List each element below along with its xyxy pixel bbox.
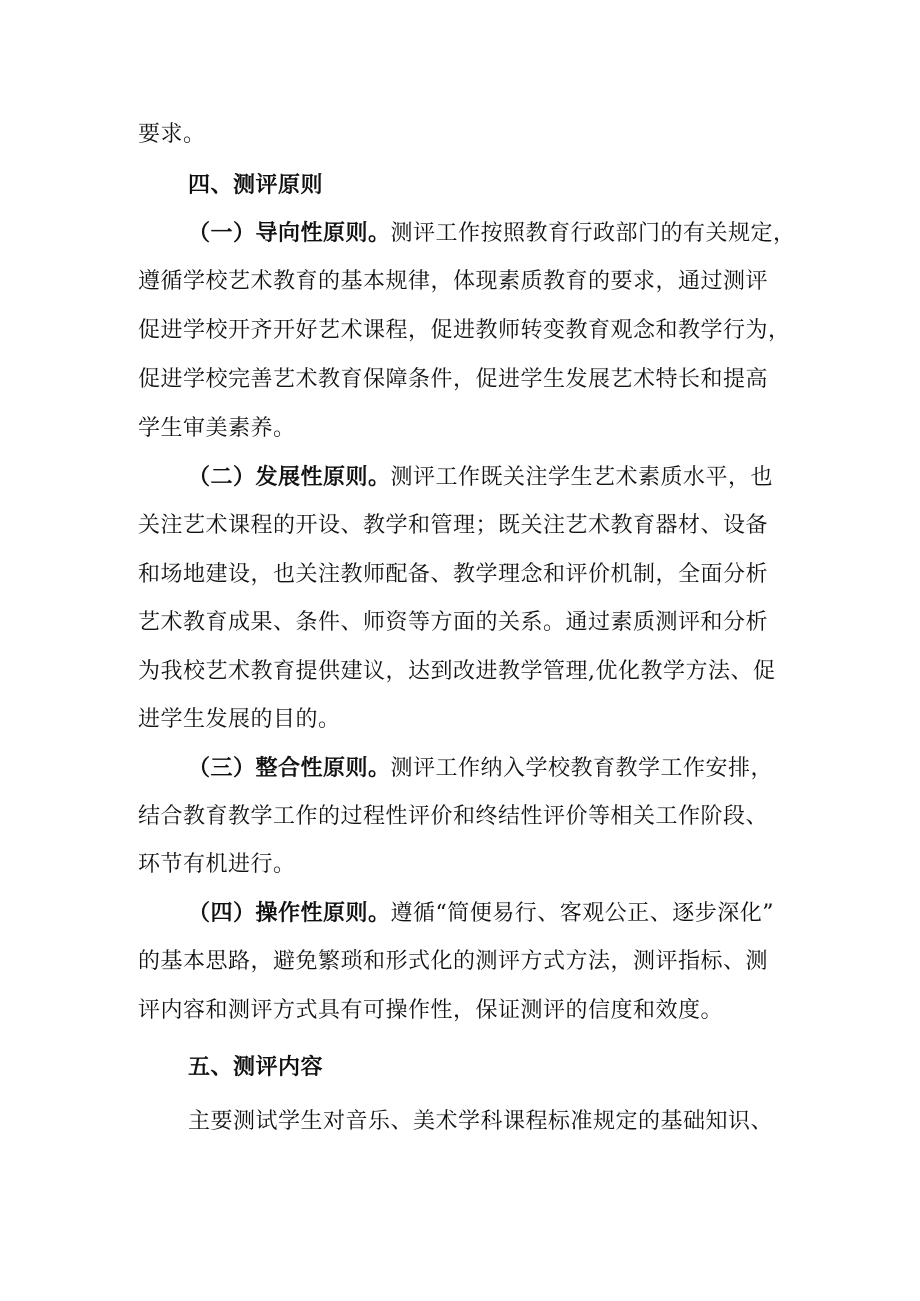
text-line: 进学生发展的目的。 [138, 707, 341, 732]
text-line: 和场地建设，也关注教师配备、教学理念和评价机制，全面分析 [138, 562, 769, 587]
paragraph-4-first-line [188, 898, 774, 929]
text-line: 为我校艺术教育提供建议，达到改进教学管理,优化教学方法、促 [138, 659, 776, 684]
text-line: 环节有机进行。 [138, 852, 296, 877]
paragraph-4-text: 遵循“简便易行、客观公正、逐步深化” [390, 901, 775, 926]
text-line: 结合教育教学工作的过程性评价和终结性评价等相关工作阶段、 [138, 804, 769, 829]
paragraph-3-text: 测评工作纳入学校教育教学工作安排， [390, 756, 774, 781]
text-line: 关注艺术课程的开设、教学和管理；既关注艺术教育器材、设备 [138, 513, 769, 538]
paragraph-2-text: 测评工作既关注学生艺术素质水平，也 [390, 465, 774, 490]
text-line: 促进学校完善艺术教育保障条件，促进学生发展艺术特长和提高 [138, 367, 769, 392]
paragraph-1-text: 测评工作按照教育行政部门的有关规定， [390, 221, 796, 246]
text-line: 要求。 [138, 122, 206, 147]
paragraph-1-title: （一）导向性原则。 [188, 220, 391, 246]
section-heading-5: 五、测评内容 [188, 1054, 324, 1080]
text-line: 的基本思路，避免繁琐和形式化的测评方式方法，测评指标、测 [138, 949, 769, 974]
section-heading-4: 四、测评原则 [188, 172, 324, 198]
paragraph-3-title: （三）整合性原则。 [188, 755, 391, 781]
text-line: 评内容和测评方式具有可操作性，保证测评的信度和效度。 [138, 998, 724, 1023]
paragraph-1-first-line [188, 218, 796, 249]
text-line: 遵循学校艺术教育的基本规律，体现素质教育的要求，通过测评 [138, 269, 769, 294]
paragraph-4-title: （四）操作性原则。 [188, 900, 391, 926]
paragraph-2-title: （二）发展性原则。 [188, 464, 391, 490]
paragraph-2-first-line [188, 462, 773, 493]
text-line: 艺术教育成果、条件、师资等方面的关系。通过素质测评和分析 [138, 610, 769, 635]
paragraph-3-first-line [188, 753, 773, 784]
text-line: 学生审美素养。 [138, 416, 296, 441]
text-line: 主要测试学生对音乐、美术学科课程标准规定的基础知识、 [188, 1109, 774, 1134]
text-line: 促进学校开齐开好艺术课程，促进教师转变教育观念和教学行为， [138, 318, 791, 343]
